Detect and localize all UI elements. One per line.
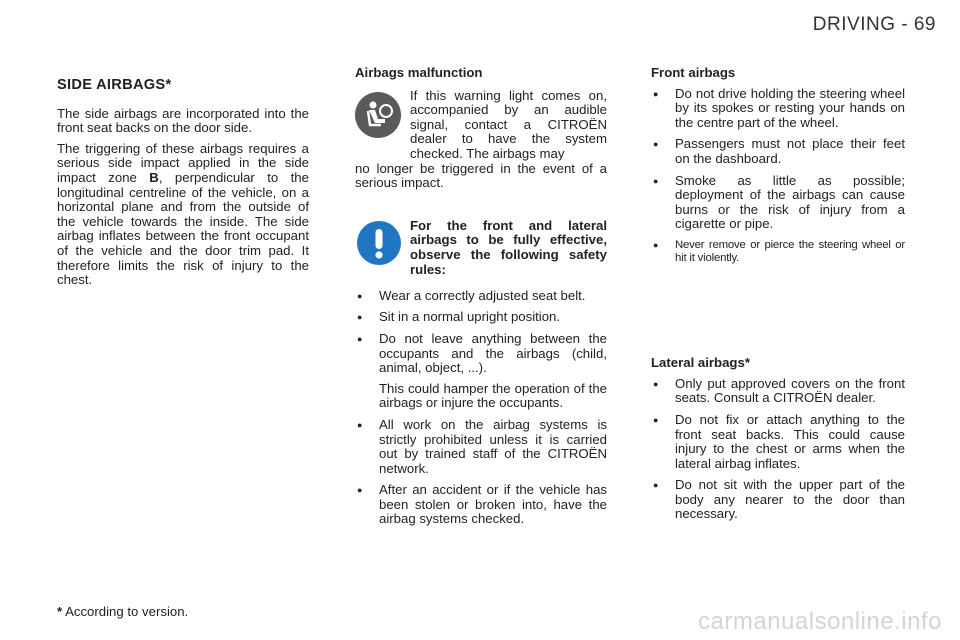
lateral-airbags-list [651,377,905,522]
list-item: ● Do not leave anything between the occupants and the airbags (child, animal, object, ...). This could hamper the operation of the airbags or injure the occupants. [355,332,607,411]
exclamation-icon [357,221,401,265]
list-item: ● Passengers must not place their feet on the dashboard. [651,137,905,166]
para2-text-a: The triggering of these airbags requires a serious side impact applied in the side impact zone [57,140,309,185]
list-item: ● Never remove or pierce the steering wheel or hit it violently. [651,239,905,264]
bullet-extra-text: This could hamper the operation of the airbags or injure the occupants. [379,380,607,411]
page-header: DRIVING - 69 [812,14,936,35]
footnote-text: According to version. [62,604,189,619]
list-item: ● Do not sit with the upper part of the body any nearer to the door than necessary. [651,478,905,522]
list-item: ● Wear a correctly adjusted seat belt. [355,289,607,304]
middle-column [355,66,607,534]
left-column [57,78,309,294]
safety-rules-block [355,219,607,279]
list-item: ● Sit in a normal upright position. [355,310,607,325]
warning-text-full: no longer be triggered in the event of a serious impact. [355,160,607,191]
para2-text-b: , perpendicular to the longitudinal centreline of the vehicle, on a horizontal plane and from the outside of the vehicle towards the inside. The side airbag inflates between the front occupant of the vehicle and the door trim pad. It therefore limits the risk of injury to the chest. [57,169,309,288]
list-item: ● All work on the airbag systems is strictly prohibited unless it is carried out by trained staff of the CITROËN network. [355,418,607,476]
list-item: ● After an accident or if the vehicle has been stolen or broken into, have the airbag systems checked. [355,483,607,527]
list-item: ● Smoke as little as possible; deployment of the airbags can cause burns or the risk of injury from a cigarette or pipe. [651,174,905,232]
right-column [651,66,905,529]
warning-text-indented: If this warning light comes on, accompanied by an audible signal, contact a CITROËN dealer to have the system checked. The airbags may [410,87,607,161]
front-airbags-heading: Front airbags [651,65,736,80]
side-airbags-paragraph-2 [57,142,309,288]
footnote [57,604,188,619]
list-item: ● Only put approved covers on the front seats. Consult a CITROËN dealer. [651,377,905,406]
list-item: ● Do not fix or attach anything to the front seat backs. This could cause injury to the chest or arms when the lateral airbag inflates. [651,413,905,471]
front-airbags-list [651,87,905,265]
side-airbags-title: SIDE AIRBAGS* [57,77,172,93]
safety-rules-list [355,289,607,527]
airbag-warning-icon [355,92,401,138]
footnote-star: * [57,604,63,619]
lateral-airbags-heading: Lateral airbags* [651,355,750,371]
list-item: ● Do not drive holding the steering wheel by its spokes or resting your hands on the centre part of the wheel. [651,87,905,131]
warning-light-block [355,89,607,191]
airbags-malfunction-heading: Airbags malfunction [355,65,483,80]
safety-rules-heading: For the front and lateral airbags to be fully effective, observe the following safety rules: [410,217,607,277]
watermark: carmanualsonline.info [698,608,942,635]
side-airbags-paragraph-1: The side airbags are incorporated into the front seat backs on the door side. [57,105,309,136]
impact-zone-label: B [149,169,159,185]
